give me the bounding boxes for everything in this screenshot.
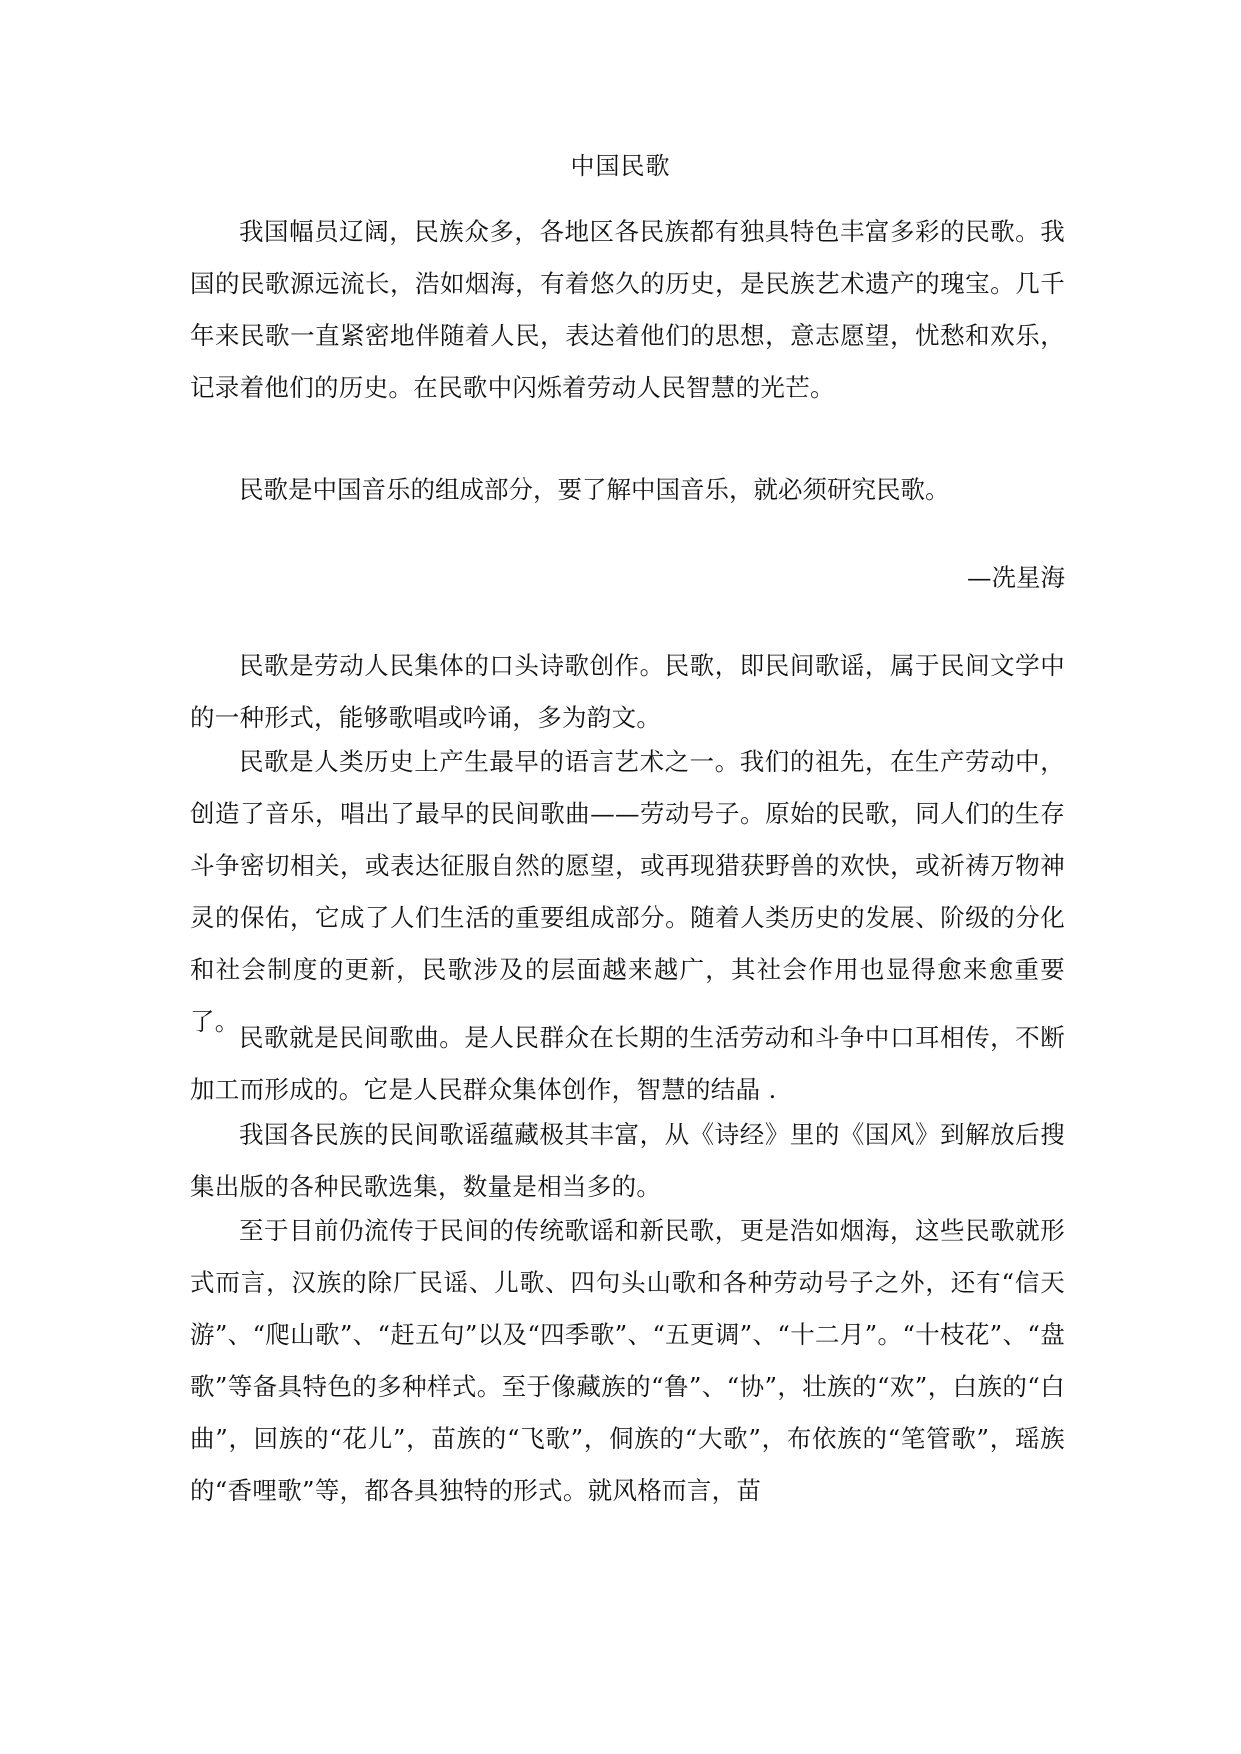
body-paragraph: 我国各民族的民间歌谣蕴藏极其丰富，从《诗经》里的《国风》到解放后搜集出版的各种民歌选集，数量是相当多的。	[190, 1120, 1065, 1201]
quote-attribution: —冼星海	[967, 563, 1065, 592]
body-paragraph: 民歌是劳动人民集体的口头诗歌创作。民歌，即民间歌谣，属于民间文学中的一种形式，能够歌唱或吟诵，多为韵文。	[190, 651, 1065, 732]
intro-paragraph: 我国幅员辽阔，民族众多，各地区各民族都有独具特色丰富多彩的民歌。我国的民歌源远流长，浩如烟海，有着悠久的历史，是民族艺术遗产的瑰宝。几千年来民歌一直紧密地伴随着人民，表达着他们的思想，意志愿望，忧愁和欢乐，记录着他们的历史。在民歌中闪烁着劳动人民智慧的光芒。	[190, 217, 1065, 402]
quote-text: 民歌是中国音乐的组成部分，要了解中国音乐，就必须研究民歌。	[239, 475, 950, 504]
document-title: 中国民歌	[570, 152, 671, 180]
body-paragraph: 民歌是人类历史上产生最早的语言艺术之一。我们的祖先，在生产劳动中，创造了音乐，唱出了最早的民间歌曲——劳动号子。原始的民歌，同人们的生存斗争密切相关，或表达征服自然的愿望，或再现猎获野兽的欢快，或祈祷万物神灵的保佑，它成了人们生活的重要组成部分。随着人类历史的发展、阶级的分化和社会制度的更新，民歌涉及的层面越来越广，其社会作用也显得愈来愈重要了。	[190, 747, 1065, 1036]
body-paragraph: 至于目前仍流传于民间的传统歌谣和新民歌，更是浩如烟海，这些民歌就形式而言，汉族的除厂民谣、儿歌、四句头山歌和各种劳动号子之外，还有“信天游”、“爬山歌”、“赶五句”以及“四季歌”、“五更调”、“十二月”。“十枝花”、“盘歌”等备具特色的多种样式。至于像藏族的“鲁”、“协”，壮族的“欢”，白族的“白曲”，回族的“花儿”，苗族的“飞歌”，侗族的“大歌”，布依族的“笔管歌”，瑶族的“香哩歌”等，都各具独特的形式。就风格而言，苗	[190, 1216, 1065, 1505]
body-paragraph: 民歌就是民间歌曲。是人民群众在长期的生活劳动和斗争中口耳相传，不断加工而形成的。它是人民群众集体创作，智慧的结晶 .	[190, 1023, 1065, 1104]
